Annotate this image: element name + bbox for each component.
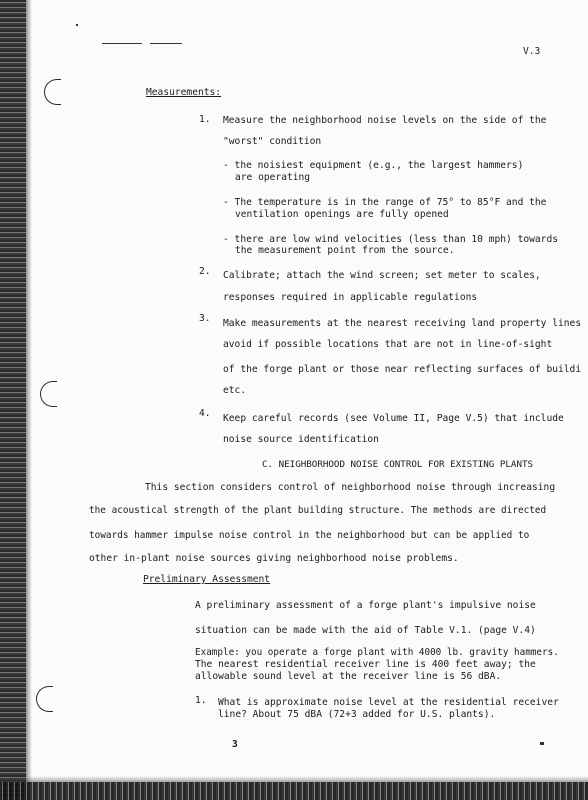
- item-1-line-2: "worst" condition: [223, 136, 322, 147]
- item-1-bullet-1-line-2: are operating: [235, 172, 311, 183]
- item-3-line-3: of the forge plant or those near reflecting surfaces of buildi: [223, 364, 582, 375]
- item-3-line-2: avoid if possible locations that are not in line-of-sight: [223, 339, 553, 350]
- item-2-number: 2.: [199, 266, 211, 277]
- preliminary-para-line-2: situation can be made with the aid of Table V.1. (page V.4): [195, 625, 536, 636]
- question-1-number: 1.: [195, 695, 207, 706]
- item-1-line-1: Measure the neighborhood noise levels on the side of the: [223, 115, 547, 126]
- scan-artifact-line: [102, 43, 142, 44]
- scan-artifact-mark: [540, 742, 544, 745]
- section-c-para-line-4: other in-plant noise sources giving neighborhood noise problems.: [89, 553, 459, 564]
- item-4-line-2: noise source identification: [223, 434, 379, 445]
- footer-mark: 3: [232, 739, 238, 750]
- item-1-bullet-3-line-1: - there are low wind velocities (less than 10 mph) towards: [223, 234, 559, 245]
- item-4-number: 4.: [199, 408, 211, 419]
- item-3-number: 3.: [199, 313, 211, 324]
- scan-edge-left: [0, 0, 26, 800]
- item-4-line-1: Keep careful records (see Volume II, Page V.5) that include: [223, 413, 564, 424]
- example-line-2: The nearest residential receiver line is 400 feet away; the: [195, 659, 536, 670]
- scan-artifact-dot: [76, 24, 78, 26]
- item-1-bullet-1-line-1: - the noisiest equipment (e.g., the largest hammers): [223, 160, 524, 171]
- item-2-line-1: Calibrate; attach the wind screen; set meter to scales,: [223, 270, 541, 281]
- example-line-3: allowable sound level at the receiver line is 56 dBA.: [195, 671, 502, 682]
- item-3-line-4: etc.: [223, 385, 247, 396]
- item-3-line-1: Make measurements at the nearest receiving land property lines: [223, 318, 582, 329]
- section-c-para-line-3: towards hammer impulse noise control in the neighborhood but can be applied to: [89, 530, 530, 541]
- item-1-bullet-2-line-2: ventilation openings are fully opened: [235, 209, 449, 220]
- item-1-number: 1.: [199, 114, 211, 125]
- question-1-line-1: What is approximate noise level at the residential receiver: [218, 697, 559, 708]
- item-1-bullet-2-line-1: - The temperature is in the range of 75° to 85°F and the: [223, 197, 547, 208]
- example-line-1: Example: you operate a forge plant with 4000 lb. gravity hammers.: [195, 647, 559, 658]
- page-number: V.3: [523, 46, 541, 57]
- question-1-line-2: line? About 75 dBA (72+3 added for U.S. plants).: [218, 709, 496, 720]
- preliminary-para-line-1: A preliminary assessment of a forge plant's impulsive noise: [195, 600, 536, 611]
- item-2-line-2: responses required in applicable regulations: [223, 292, 478, 303]
- preliminary-heading: Preliminary Assessment: [143, 574, 271, 585]
- item-1-bullet-3-line-2: the measurement point from the source.: [235, 245, 455, 256]
- scan-edge-bottom: [0, 782, 588, 800]
- scan-artifact-line-2: [150, 43, 182, 44]
- section-c-para-line-2: the acoustical strength of the plant building structure. The methods are directed: [89, 505, 547, 516]
- section-c-para-line-1: This section considers control of neighborhood noise through increasing: [145, 482, 556, 493]
- binder-hole-top: [44, 79, 61, 105]
- binder-hole-bottom: [36, 686, 53, 712]
- binder-hole-middle: [40, 381, 57, 407]
- section-c-heading: C. NEIGHBORHOOD NOISE CONTROL FOR EXISTING PLANTS: [262, 459, 534, 470]
- measurements-heading: Measurements:: [146, 87, 222, 98]
